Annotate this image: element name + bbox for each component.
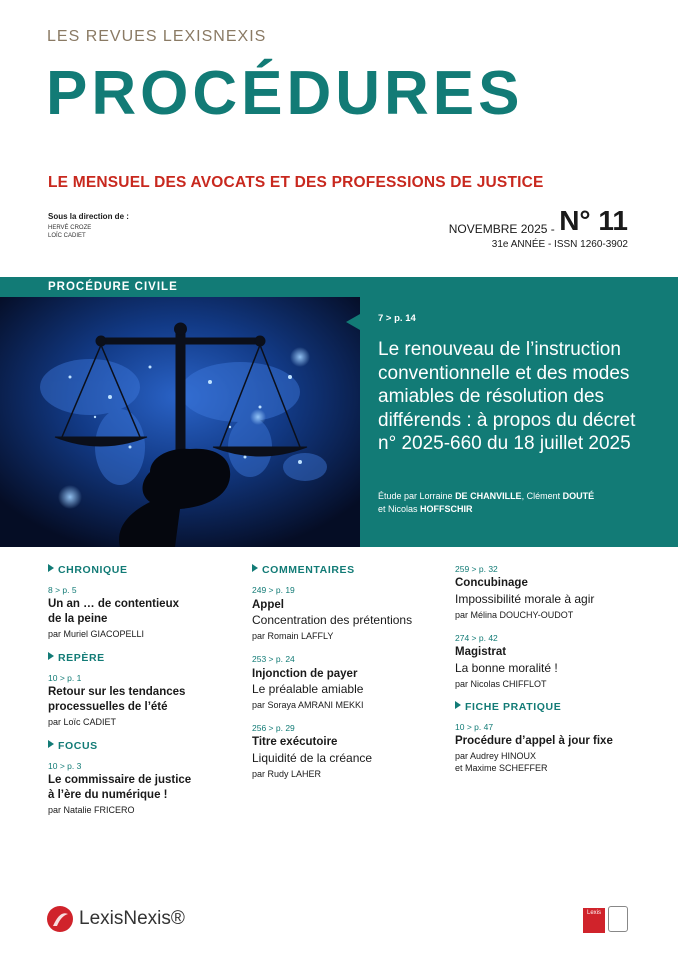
direction-label: Sous la direction de : [48, 212, 129, 221]
author-name: DE CHANVILLE [455, 491, 522, 501]
section-label: COMMENTAIRES [262, 564, 355, 576]
section-label: REPÈRE [58, 652, 105, 664]
article-ref: 253 > p. 24 [252, 654, 295, 664]
author-name: DOUTÉ [562, 491, 595, 501]
lexisnexis-logo-icon [47, 906, 73, 932]
triangle-icon [48, 652, 54, 660]
issue-month: NOVEMBRE 2025 - [448, 222, 555, 236]
badge-text: Lexis [586, 910, 601, 916]
article-title: Appel [252, 599, 284, 611]
article-author: par Muriel GIACOPELLI [48, 629, 145, 639]
title-line: Retour sur les tendances [48, 686, 186, 698]
author-name: HOFFSCHIR [420, 504, 473, 514]
article-author: par Audrey HINOUX [455, 751, 537, 761]
article-ref: 10 > p. 47 [455, 722, 494, 732]
article-title: Injonction de payer [252, 668, 358, 680]
article-author: par Loïc CADIET [48, 717, 117, 727]
section-heading-repere [48, 652, 105, 664]
issue-number: N° 11 [559, 205, 628, 236]
section-label: CHRONIQUE [58, 564, 128, 576]
article-title [48, 597, 179, 627]
feature-byline [378, 490, 668, 516]
byline-separator: , Clément [521, 491, 563, 501]
section-band-label: PROCÉDURE CIVILE [48, 281, 178, 293]
issue-info [449, 206, 628, 236]
article-ref: 259 > p. 32 [455, 564, 498, 574]
article-title [48, 773, 191, 803]
title-line: à l’ère du numérique ! [48, 789, 168, 801]
article-author: par Soraya AMRANI MEKKI [252, 700, 364, 710]
article-author: par Rudy LAHER [252, 769, 322, 779]
series-label: LES REVUES LEXISNEXIS [47, 28, 267, 45]
article-subtitle: Concentration des prétentions [252, 613, 413, 627]
article-title: Procédure d’appel à jour fixe [455, 735, 613, 747]
article-author: et Maxime SCHEFFER [455, 763, 548, 773]
article-title: Concubinage [455, 577, 528, 589]
article-title: Magistrat [455, 646, 507, 658]
section-heading-commentaires [252, 564, 355, 576]
article-ref: 256 > p. 29 [252, 723, 295, 733]
article-subtitle: Liquidité de la créance [252, 751, 373, 765]
journal-subtitle: LE MENSUEL DES AVOCATS ET DES PROFESSIONS DE JUSTICE [48, 174, 544, 191]
article-ref: 274 > p. 42 [455, 633, 498, 643]
feature-notch [346, 314, 360, 330]
title-line: Un an … de contentieux [48, 598, 179, 610]
article-title: Titre exécutoire [252, 736, 338, 748]
section-heading-focus [48, 740, 98, 752]
feature-reference: 7 > p. 14 [378, 313, 416, 324]
section-label: FICHE PRATIQUE [465, 701, 562, 713]
article-ref: 249 > p. 19 [252, 585, 295, 595]
section-heading-fiche-pratique [455, 701, 561, 713]
title-line: Le commissaire de justice [48, 774, 192, 786]
article-ref: 8 > p. 5 [48, 585, 77, 595]
journal-title: PROCÉDURES [46, 59, 524, 128]
director-name: HERVÉ CROZE [48, 225, 92, 231]
article-subtitle: La bonne moralité ! [455, 661, 558, 675]
feature-title: Le renouveau de l’instruction conventionnelle et des modes amiables de résolution des différends : à propos du décret n° 2025-660 du 18 juillet 2025 [378, 339, 636, 454]
issue-year-issn: 31e ANNÉE - ISSN 1260-3902 [491, 239, 628, 250]
article-ref: 10 > p. 1 [48, 673, 82, 683]
title-line: processuelles de l’été [48, 701, 168, 713]
article-subtitle: Le préalable amiable [252, 682, 364, 696]
article-subtitle: Impossibilité morale à agir [455, 592, 595, 606]
article-author: par Romain LAFFLY [252, 631, 334, 641]
director-name: LOÏC CADIET [48, 233, 86, 239]
article-author: par Nicolas CHIFFLOT [455, 679, 547, 689]
cover-photo-scales-of-justice [0, 297, 360, 547]
triangle-icon [455, 701, 461, 709]
triangle-icon [48, 564, 54, 572]
lexisnexis-logo-text: LexisNexis® [79, 908, 185, 929]
triangle-icon [252, 564, 258, 572]
section-heading-chronique [48, 564, 128, 576]
article-ref: 10 > p. 3 [48, 761, 82, 771]
triangle-icon [48, 740, 54, 748]
byline-separator: et Nicolas [378, 504, 421, 514]
section-label: FOCUS [58, 740, 98, 752]
article-title [48, 685, 185, 715]
lexis-360-badge [583, 908, 605, 933]
article-author: par Mélina DOUCHY-OUDOT [455, 610, 574, 620]
title-line: de la peine [48, 613, 108, 625]
byline-prefix: Étude par Lorraine [378, 491, 456, 501]
tablet-device-icon [608, 906, 628, 932]
article-author: par Natalie FRICERO [48, 805, 135, 815]
